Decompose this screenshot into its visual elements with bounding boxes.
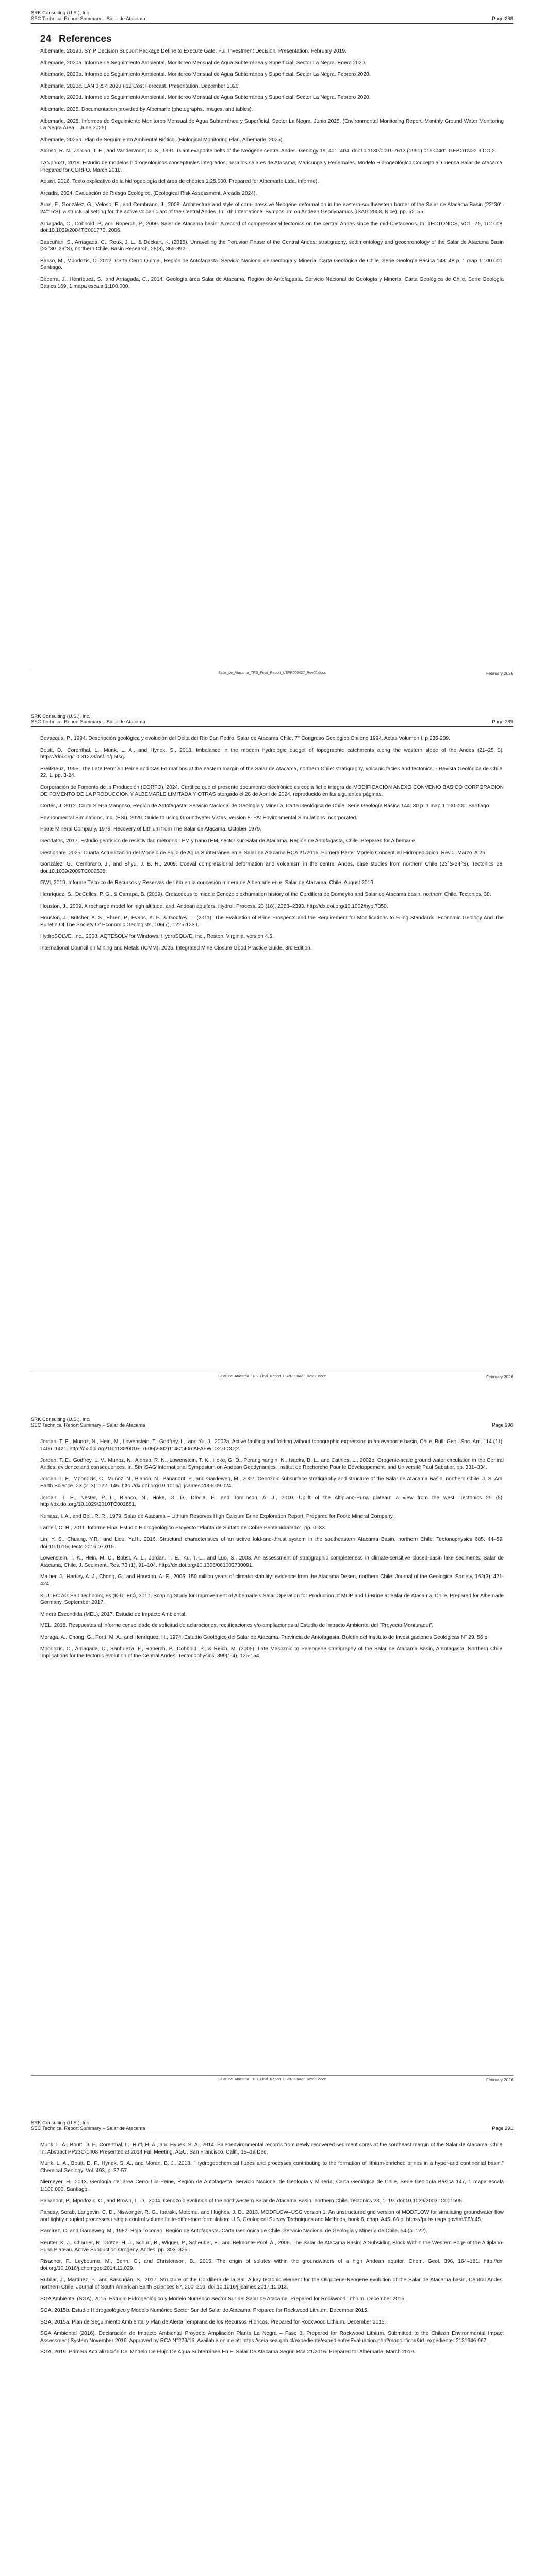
page-number: Page 291 (492, 2126, 513, 2131)
reference-entry: Albemarle, 2020a. Informe de Seguimiento Ambiental. Monitoreo Mensual de Agua Subterránea y Superficial. Sector La Negra. Enero 2020. (40, 60, 367, 66)
reference-entry: Albemarle, 2025. Documentation provided by Albemarle (photographs, images, and tables). (40, 106, 253, 112)
reference-entry: Lowenstein, T. K., Hein, M. C., Bobst, A. L., Jordan, T. E., Ku, T.-L., and Luo, S., 2003. An assessment of stratigraphic completeness in climate-sensitive closed-basin lake sediments: Salar de Atacama, Chile. J. Sediment. Res. 73 (1), 91–104. http://dx.doi.org/10.1306/061002730091. (40, 1555, 504, 1568)
reference-entry: Rubilar, J., Martínez, F., and Bascuñán, S., 2017. Structure of the Cordillera de la Sal: A key tectonic element for the Oligocene-Neogene evolution of the Salar de Atacama basin, Central Andes, northern Chile. Journal of South American Earth Sciences 87, 200–210. doi:10.1016/j.jsames.2017.11.013. (40, 2277, 504, 2290)
reference-entry: Albemarle, 2020d. Informe de Seguimiento Ambiental. Monitoreo Mensual de Agua Subterránea y Superficial. Sector La Negra. Febrero 2020. (40, 95, 371, 101)
reference-entry: Aquist, 2016. Texto explicativo de la hidrogeología del área de chépica 1:25.000. Prepared for Albemarle Ltda. Informe). (40, 179, 319, 185)
reference-list (40, 735, 504, 952)
reference-entry: González, G., Cembrano, J., and Shyu, J. B. H., 2009. Coeval compressional deformation and volcanism in the central Andes, case studies from northern Chile (23°S-24°S). Tectonics 28. doi:10.1029/2009TC002538. (40, 861, 504, 874)
page-body (40, 1438, 504, 1665)
report-page-289 (0, 703, 544, 1406)
reference-entry: Cortés, J. 2012. Carta Sierra Mangoso, Región de Antofagasta. Servicio Nacional de Geología y Minería, Carta Geológica de Chile, Serie Geología Básica 144: 30 p. 1 map 1:100.000. Santiago. (40, 803, 491, 809)
reference-entry: Geodatos, 2017. Estudio geofísico de resistividad métodos TEM y nanoTEM, sector sur Salar de Atacama. Región de Antofagasta, Chile. Prepared for Albemarle. (40, 838, 417, 844)
header-company: SRK Consulting (U.S.), Inc. (31, 10, 91, 16)
section-heading (40, 33, 504, 45)
header-company: SRK Consulting (U.S.), Inc. (31, 1417, 91, 1422)
page-body (40, 28, 504, 295)
reference-entry: GWI, 2019. Informe Técnico de Recursos y Reservas de Litio en la concesión minera de Albemarle en el Salar de Atacama, Chile. August 2019. (40, 880, 375, 886)
reference-entry: Ramírez, C. and Gardeweg, M., 1982. Hoja Toconao, Región de Antofagasta. Carta Geológica de Chile. Servicio Nacional de Geología y Minería de Chile. 54 (p. 122). (40, 2228, 427, 2234)
reference-entry: Jordan, T. E., Nester, P. L., Blanco, N., Hoke, G. D., Dávila, F., and Tomlinson, A. J., 2010. Uplift of the Altiplano-Puna plateau: a view from the west. Tectonics 29 (5). http://dx.doi.org/10.1029/2010TC002661. (40, 1495, 504, 1508)
reference-entry: Pananont, P., Mpodozis, C., and Brown, L. D., 2004. Cenozoic evolution of the northwestern Salar de Atacama Basin, northern Chile. Tectonics 23, 1–19. doi:10.1029/2003TC001595. (40, 2198, 464, 2204)
reference-entry: Risacher, F., Leybourne, M., Benn, C., and Christenson, B., 2015. The origin of solutes within the groundwaters of a high Andean aquifer. Chem. Geol. 396, 164–181. http://dx. doi.org/10.1016/j.chemgeo.2014.11.029. (40, 2259, 504, 2272)
reference-entry: SGA, 2015a. Plan de Seguimiento Ambiental y Plan de Alerta Temprana de los Recursos Hídricos. Prepared for Rockwood Lithium. December 2015. (40, 2319, 386, 2325)
footer-filename: Salar_de_Atacama_TRS_Final_Report_USPR000427_Rev00.docx (218, 2078, 326, 2081)
reference-entry: Arcadis, 2024. Evaluación de Riesgo Ecológico. (Ecological Risk Assessment, Arcadis 2024). (40, 190, 257, 196)
reference-entry: Munk, L. A., Boutt, D. F., Corenthal, L., Huff, H. A., and Hynek, S. A., 2014. Paleoenvironmental records from newly recovered sediment cores at the southeast margin of the Salar de Atacama, Chile. In: Abstract PP23C-1408 Presented at 2014 Fall Meeting, AGU, San Francisco, Calif., 15–19 Dec. (40, 2142, 504, 2155)
section-title: References (59, 33, 112, 44)
reference-entry: Houston, J., 2009. A recharge model for high altitude, arid, Andean aquifers. Hydrol. Process. 23 (16), 2383–2393. http://dx.doi.org/10.1002/hyp.7350. (40, 903, 388, 909)
header-company: SRK Consulting (U.S.), Inc. (31, 714, 91, 719)
reference-entry: Basso, M., Mpodozis, C. 2012. Carta Cerro Quimal, Región de Antofagasta. Servicio Nacional de Geología y Minería, Carta Geológica de Chile, Serie Geología Básica 143: 48 p. 1 map 1:100.000. Santiago. (40, 258, 504, 271)
section-number: 24 (40, 33, 52, 44)
header-subtitle: SEC Technical Report Summary – Salar de Atacama (31, 2126, 145, 2131)
reference-entry: K-UTEC AG Salt Technologies (K-UTEC), 2017. Scoping Study for Improvement of Albemarle's Salar Operation for Production of MOP and Li-Brine at Salar de Atacama, Chile. Prepared for Albemarle Germany. September 2017. (40, 1592, 504, 1606)
reference-list (40, 2142, 504, 2356)
reference-entry: Arriagada, C., Cobbold, P., and Roperch, P., 2006. Salar de Atacama basin: A record of compressional tectonics on the central Andes since the mid-Cretaceous. In: TECTONICS, VOL. 25, TC1008, doi:10.1029/2004TC001770, 2006. (40, 221, 504, 234)
header-divider (31, 726, 513, 727)
reference-entry: Niemeyer, H., 2013. Geología del área Cerro Lila-Peine, Región de Antofagasta. Servicio Nacional de Geología y Minería, Carta Geológica de Chile, Serie Geología Básica 147, 1 mapa escala 1:100.000. Santiago. (40, 2179, 504, 2192)
reference-entry: Albemarle, 2020c. LAN 3 & 4 2020 F12 Cost Forecast. Presentation. December 2020. (40, 83, 240, 89)
reference-entry: Mpodozis, C., Arriagada, C., Sanhueza, F., Roperch, P., Cobbold, P., & Reich, M. (2005). Late Mesozoic to Paleogene stratigraphy of the Salar de Atacama Basin, Antofagasta, Northern Chile: Implications for the tectonic evolution of the Central Andes. Tectonophysics, 399(1-4), 125-154. (40, 1646, 504, 1659)
reference-entry: Houston, J., Butcher, A. S., Ehren, P., Evans, K. F., & Godfrey, L. (2011). The Evaluation of Brine Prospects and the Requirement for Modifications to Filing Standards. Economic Geology And The Bulletin Of The Society Of Economic Geologists, 106(7), 1225-1239. (40, 915, 504, 928)
reference-entry: Becerra, J., Henríquez, S., and Arriagada, C., 2014. Geología área Salar de Atacama, Región de Antofagasta. Servicio Nacional de Geología y Minería, Carta Geológica de Chile, Serie Geología Básica 169, 1 mapa escala 1:100.000. (40, 277, 504, 290)
footer-date: February 2026 (486, 1375, 513, 1379)
footer-divider (31, 2075, 513, 2076)
reference-entry: Lin, Y. S., Chuang, Y.R., and Liou, YaH., 2016. Structural characteristics of an active fold-and-thrust system in the southeastern Atacama Basin, northern Chile. Tectonophysics 685, 44–59. doi:10.1016/j.tecto.2016.07.015. (40, 1536, 504, 1550)
header-subtitle: SEC Technical Report Summary – Salar de Atacama (31, 719, 145, 725)
reference-entry: TANpho21, 2018. Estudio de modelos hidrogeológicos conceptuales integrados, para los salares de Atacama, Maricunga y Pedernales. Modelo Hidrogeológico Conceptual Cuenca Salar de Atacama. Prepared for CORFO. March 2018. (40, 160, 504, 173)
reference-entry: Albemarle, 2019b. SYIP Decision Support Package Define to Execute Gate, Full Investment Decision. Presentation. February 2019. (40, 48, 347, 54)
reference-entry: SGA Ambiental (2016). Declaración de Impacto Ambiental Proyecto Ampliación Planta La Negra – Fase 3. Prepared for Rockwood Lithium. Submitted to the Chilean Environmental Impact Assessment System November 2016. Approved by RCA N°279/16. Available online at: https://seia.sea.gob.cl/expediente/expedientesEvaluacion.php?modo=ficha&id_expediente=2131946 967. (40, 2331, 504, 2344)
reference-entry: Boutt, D., Corenthal, L., Munk, L. A., and Hynek, S., 2018. Imbalance in the modern hydrologic budget of topographic catchments along the western slope of the Andes (21–25 S). https://doi.org/10.31223/osf.io/p5tsq. (40, 747, 504, 760)
reference-entry: Alonso, R. N., Jordan, T. E., and Vandervoort, D. S., 1991. Giant evaporite belts of the Neogene central Andes. Geology 19, 401–404. doi:10.1130/0091-7613 (1991) 019<0401:GEBOTN>2.3.CO;2. (40, 148, 497, 155)
reference-entry: Minera Escondida (MEL), 2017. Estudio de Impacto Ambiental. (40, 1611, 187, 1617)
reference-entry: Albemarle, 2025. Informes de Seguimiento Monitoreo Mensual de Agua Subterránea y Superficial. Sector La Negra, Junio 2025. (Environmental Monitoring Report. Monthly Ground Water Monitoring La Negra Area – June 2025). (40, 118, 504, 131)
reference-entry: SGA, 2015b. Estudio Hidrogeológico y Modelo Numérico Sector Sur del Salar de Atacama. Prepared for Rockwood Lithium, December 2015. (40, 2308, 369, 2314)
reference-entry: Environmental Simulations, Inc. (ESI), 2020. Guide to using Groundwater Vistas, version 8. PA: Environmental Simulations Incorporated. (40, 815, 358, 821)
reference-entry: Munk, L. A., Boutt, D. F., Hynek, S. A., and Moran, B. J., 2018. "Hydrogeochemical fluxes and processes contributing to the formation of lithium-enriched brines in a hyper-arid continental basin." Chemical Geology. Vol. 493, p. 37-57. (40, 2161, 504, 2174)
reference-entry: International Council on Mining and Metals (ICMM), 2025. Integrated Mine Closure Good Practice Guide, 3rd Edition. (40, 945, 312, 951)
report-page-290 (0, 1406, 544, 2110)
reference-entry: HydroSOLVE, Inc., 2008. AQTESOLV for Windows: HydroSOLVE, Inc., Reston, Virginia, version 4.5. (40, 934, 274, 940)
page-header (31, 2120, 513, 2131)
page-body (40, 735, 504, 956)
reference-entry: Jordan, T. E., Godfrey, L. V., Munoz, N., Alonso, R. N., Lowenstein, T. K., Hoke, G. D., Peranginangin, N., Isacks, B. L., and Cathles, L., 2002b. Orogenic-scale ground water circulation in the Central Andes: evidence and consequences. In: 5th ISAG International Symposium on Andean Geodynamics. Institut de Recherche Pour le Développement, and Université Paul Sabatier, pp. 331–334. (40, 1458, 504, 1470)
reference-entry: Henríquez, S., DeCelles, P. G., & Carrapa, B. (2019). Cretaceous to middle Cenozoic exhumation history of the Cordillera de Domeyko and Salar de Atacama basin, northern Chile. Tectonics, 38. (40, 891, 491, 897)
reference-entry: Mather, J., Hartley, A. J., Chong, G., and Houston, A. E., 2005. 150 million years of climatic stability: evidence from the Atacama Desert, northern Chile: Journal of the Geological Society, 162(3), 421-424. (40, 1574, 504, 1587)
header-subtitle: SEC Technical Report Summary – Salar de Atacama (31, 1422, 145, 1428)
footer-date: February 2026 (486, 2078, 513, 2082)
page-header (31, 1417, 513, 1428)
reference-entry: Aron, F., González, G., Veloso, E., and Cembrano, J., 2008. Architecture and style of com- pressive Neogene deformation in the eastern-southeastern border of the Salar de Atacama Basin (22°30'–24°15'S): a structural setting for the active volcanic arc of the Central Andes. In: 7th International Symposium on Andean Geodynamics (ISAG 2008, Nice), pp. 52–55. (40, 202, 504, 215)
reference-entry: MEL, 2018. Respuestas al informe consolidado de solicitud de aclaraciones, rectificaciones y/o ampliaciones al Estudio de Impacto Ambiental del "Proyecto Monturaqui". (40, 1623, 434, 1629)
footer-filename: Salar_de_Atacama_TRS_Final_Report_USPR000427_Rev00.docx (218, 1375, 326, 1378)
reference-entry: Jordan, T. E., Munoz, N., Hein, M., Lowenstein, T., Godfrey, L., and Yu, J., 2002a. Active faulting and folding without topographic expression in an evaporite basin, Chile. Bull. Geol. Soc. Am. 114 (11), 1406–1421. http://dx.doi.org/10.1130/0016- 7606(2002)114<1406:AFAFWT>2.0.CO;2. (40, 1439, 504, 1452)
reference-entry: Albemarle, 2025b. Plan de Seguimiento Ambiental Biótico. (Biological Monitoring Plan. Albemarle, 2025). (40, 137, 284, 143)
reference-entry: Reutter, K. J., Charrier, R., Götze, H. J., Schurr, B., Wigger, P., Scheuber, E., and Belmonte-Pool, A., 2006. The Salar de Atacama Basin: A Subsiding Block Within the Western Edge of the Altiplano-Puna Plateau. Active Subduction Orogeny. Andes, pp. 303–325. (40, 2240, 504, 2253)
report-page-288 (0, 0, 544, 703)
reference-entry: Jordan, T. E., Mpodozis, C., Muñoz, N., Blanco, N., Pananont, P., and Gardeweg, M., 2007. Cenozoic subsurface stratigraphy and structure of the Salar de Atacama Basin, northern Chile. J. S. Am. Earth Science. 23 (2–3), 122–146. http://dx.doi.org/10.1016/j. jsames.2006.09.024. (40, 1476, 504, 1489)
reference-entry: Breitkreuz, 1995. The Late Permian Peine and Cas Formations at the eastern margin of the Salar de Atacama, northern Chile: stratigraphy, volcanic facies and tectonics. - Revista Geológica de Chile, 22, 1, pp. 3-24. (40, 766, 504, 779)
page-number: Page 289 (492, 719, 513, 725)
header-company: SRK Consulting (U.S.), Inc. (31, 2120, 91, 2126)
reference-entry: SGA, 2019. Primera Actualización Del Modelo De Flujo De Agua Subterránea En El Salar De Atacama Según Rca 21/2016. Prepared for Albemarle, March 2019. (40, 2349, 416, 2355)
footer-date: February 2026 (486, 671, 513, 676)
reference-entry: Foote Mineral Company, 1979. Recovery of Lithium from The Salar de Atacama. October 1979. (40, 826, 261, 833)
reference-entry: Moraga, A., Chong, G., Fortt, M. A., and Henríquez, H., 1974. Estudio Geológico del Salar de Atacama. Provincia de Antofagasta: Boletín del Instituto de Investigaciones Geológicas N° 29, 56 p. (40, 1634, 489, 1640)
reference-list (40, 48, 504, 290)
page-header (31, 714, 513, 725)
reference-entry: Panday, Sorab, Langevin, C. D., Niswonger, R. G., Ibaraki, Motomu, and Hughes, J. D., 2013. MODFLOW–USG version 1: An unstructured grid version of MODFLOW for simulating groundwater flow and tightly coupled processes using a control volume finite-difference formulation: U.S. Geological Survey Techniques and Methods, book 6, chap. A45, 66 p. https://pubs.usgs.gov/tm/06/a45. (40, 2210, 504, 2223)
page-number: Page 288 (492, 16, 513, 22)
reference-entry: Corporación de Fomento de la Producción (CORFO), 2024. Certifico que el presente documento electrónico es copia fiel e íntegra de MODIFICACION ANEXO CONVENIO BASICO CORPORACION DE FOMENTO DE LA PRODUCCION Y ALBEMARLE LIMITADA Y OTRAS otorgado el 26 de Abril de 2024, reproducido en las siguientes páginas. (40, 784, 504, 798)
header-subtitle: SEC Technical Report Summary – Salar de Atacama (31, 16, 145, 22)
reference-entry: Lamell, C. H., 2011. Informe Final Estudio Hidrogeológico Proyecto "Planta de Sulfato de Cobre Pentahidratado". pp. 0–33. (40, 1525, 326, 1531)
reference-entry: Gestionare, 2025. Cuarta Actualización del Modelo de Flujo de Agua Subterránea en el Salar de Atacama RCA 21/2016. Primera Parte: Modelo Conceptual Hidrogeológico. Rev.0. Marzo 2025. (40, 850, 487, 856)
footer-filename: Salar_de_Atacama_TRS_Final_Report_USPR000427_Rev00.docx (218, 671, 326, 675)
page-header (31, 10, 513, 22)
reference-list (40, 1438, 504, 1660)
report-page-291 (0, 2110, 544, 2576)
page-body (40, 2142, 504, 2361)
page-number: Page 290 (492, 1422, 513, 1428)
reference-entry: Bevacqua, P., 1994. Descripción geológica y evolución del Delta del Río San Pedro. Salar de Atacama Chile. 7° Congreso Geológico Chileno 1994. Actas Volumen I, p 235-239. (40, 736, 451, 741)
reference-entry: SGA Ambiental (SGA), 2015. Estudio Hidrogeológico y Modelo Numérico Sector Sur del Salar de Atacama. Prepared for Rockwood Lithium, December 2015. (40, 2296, 406, 2302)
reference-entry: Albemarle, 2020b. Informe de Seguimiento Ambiental. Monitoreo Mensual de Agua Subterránea y Superficial. Sector La Negra. Febrero 2020. (40, 72, 371, 78)
header-divider (31, 23, 513, 24)
reference-entry: Bascuñan, S., Arriagada, C., Roux, J. L., & Deckart, K. (2015). Unravelling the Peruvian Phase of the Central Andes: stratigraphy, sedimentology and geochronology of the Salar de Atacama Basin (22°30–23°S), northern Chile. Basin Research, 28(3), 365-392. (40, 239, 504, 252)
reference-entry: Kunasz, I. A., and Bell, R. R., 1979. Salar de Atacama – Lithium Reserves High Calcium Brine Exploration Report. Prepared for Foote Mineral Company. (40, 1513, 394, 1519)
